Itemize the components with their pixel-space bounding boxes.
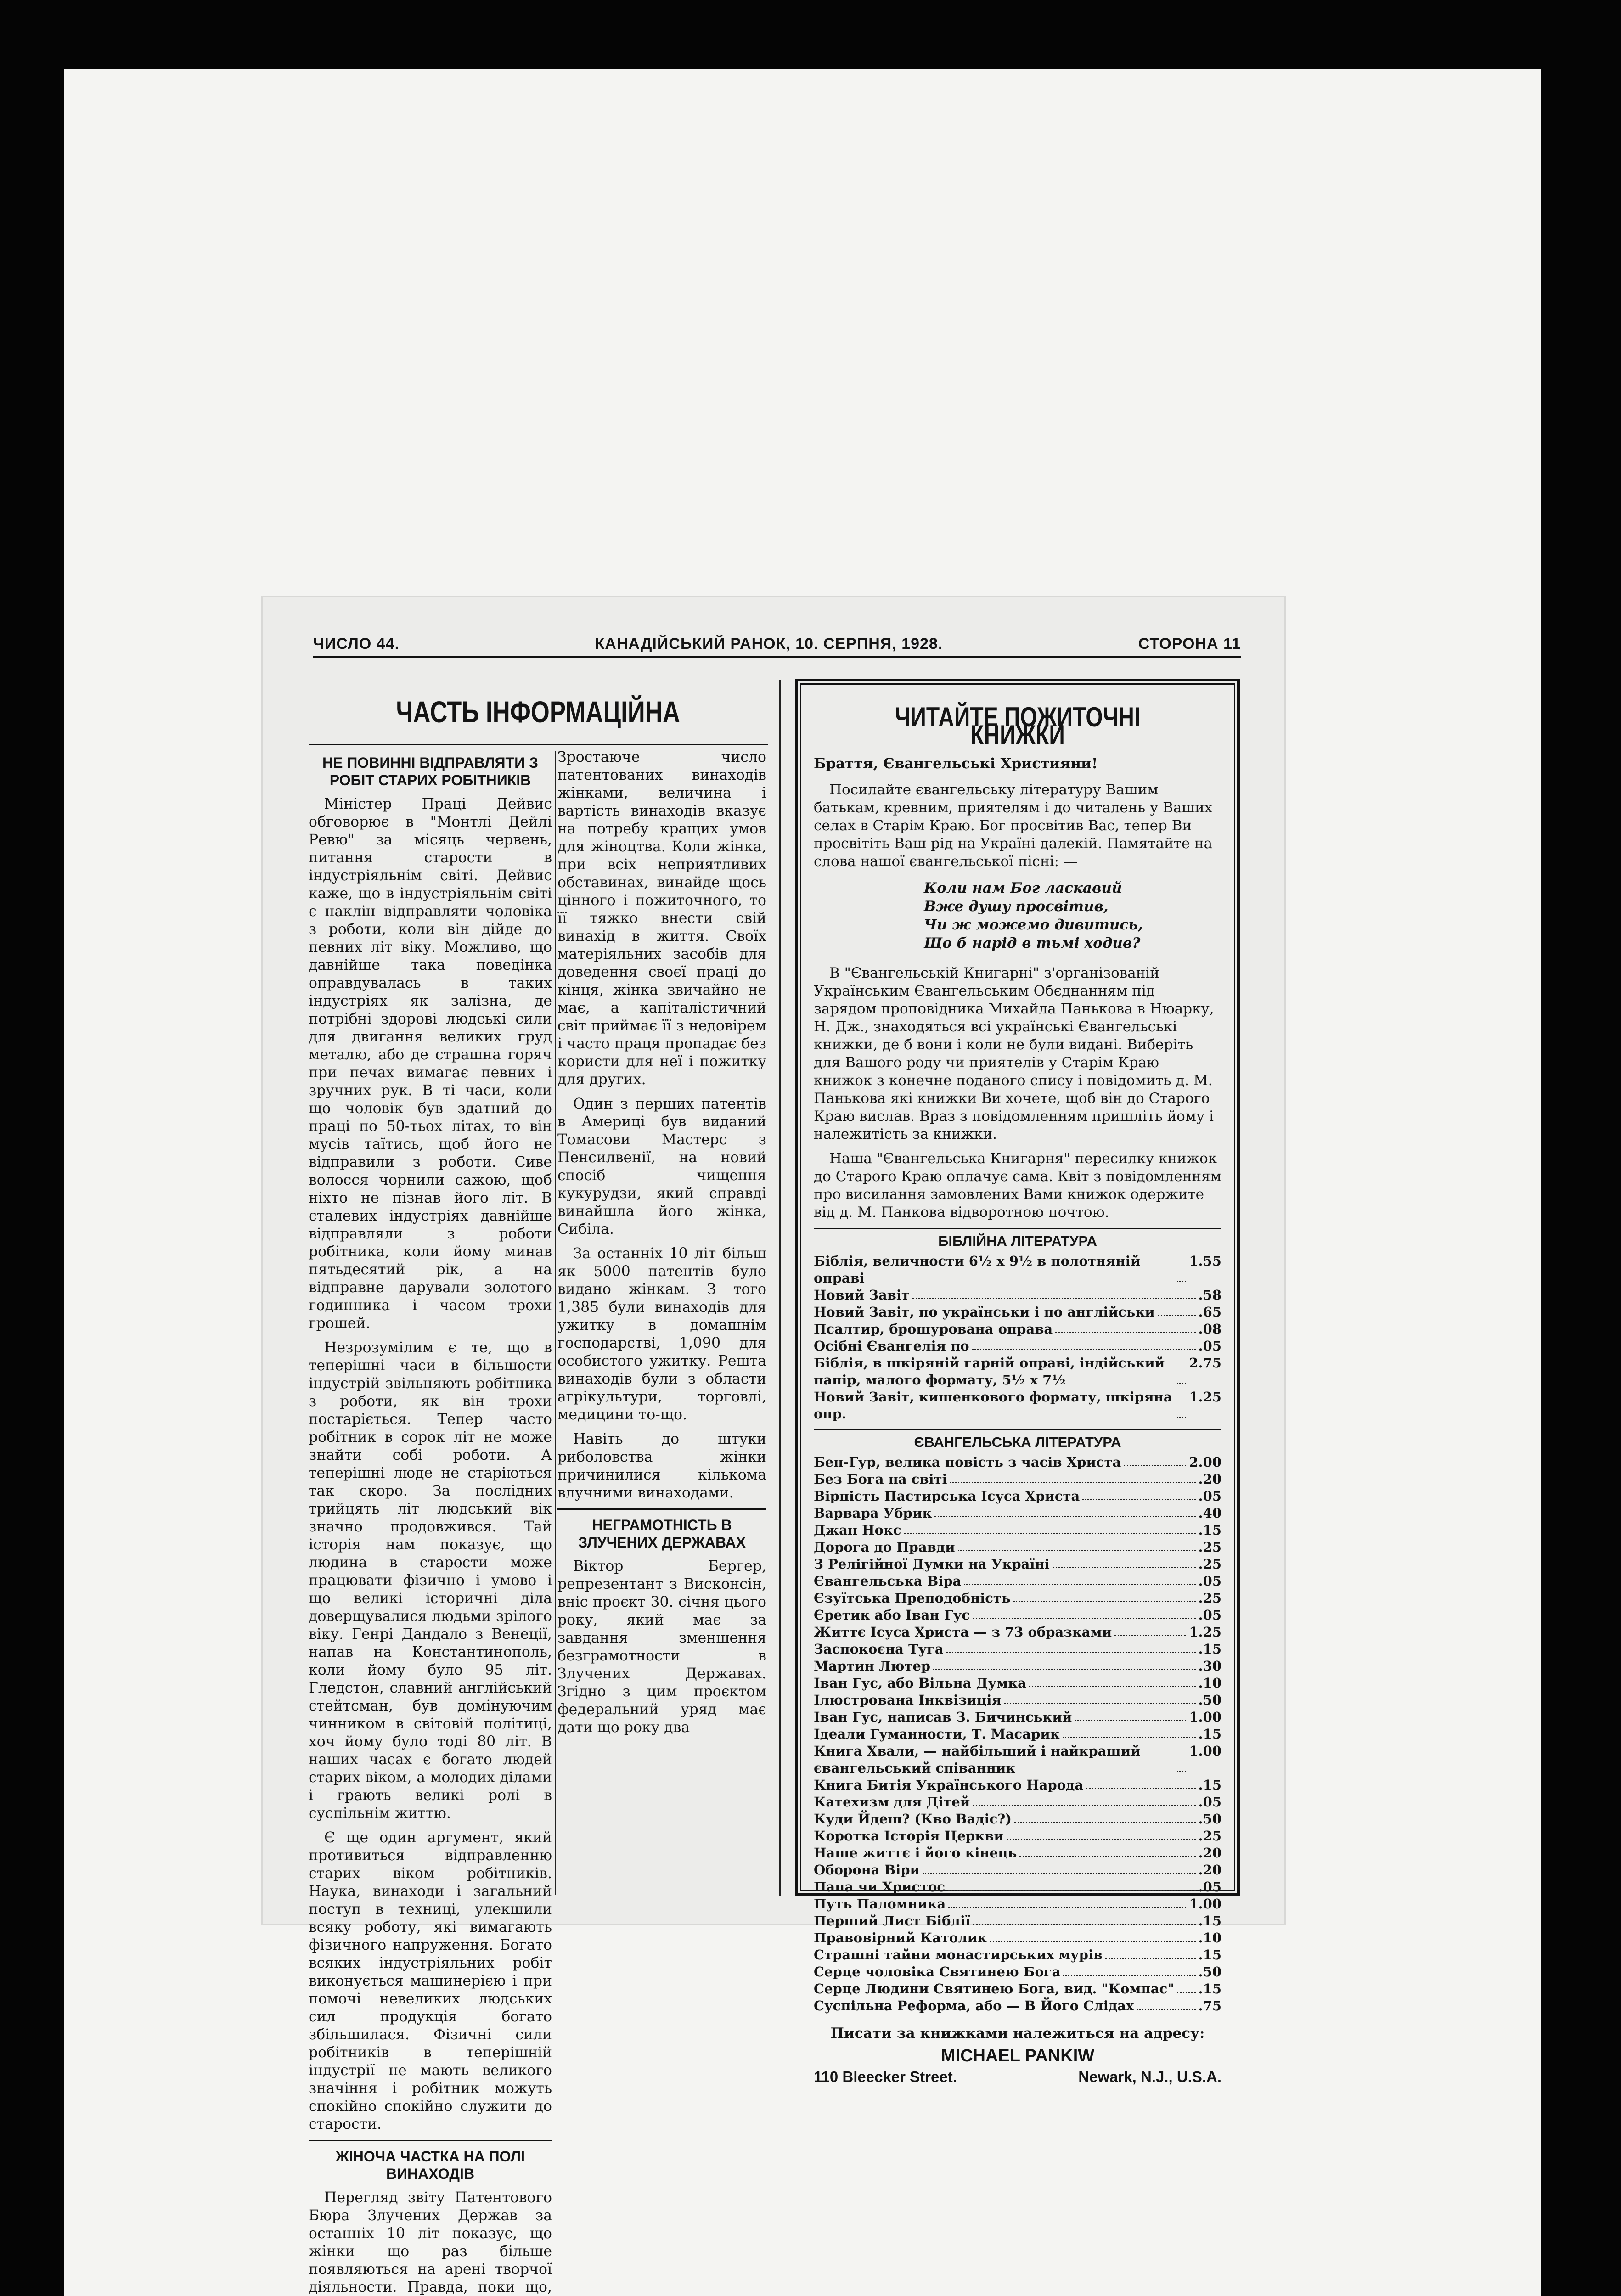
address-name: MICHAEL PANKIW: [940, 2046, 1095, 2065]
book-price: .25: [1198, 1556, 1221, 1572]
ad-title: ЧИТАЙТЕ ПОЖИТОЧНІ КНИЖКИ: [895, 702, 1141, 750]
book-price: .20: [1198, 1471, 1221, 1487]
address-intro: Писати за книжками належиться на адресу:: [830, 2025, 1205, 2042]
book-item: [814, 1607, 1221, 1624]
book-title: Суспільна Реформа, або — В Його Слідах: [814, 1998, 1134, 2014]
dot-leader: [1029, 1675, 1196, 1687]
book-title: Правовірний Католик: [814, 1930, 987, 1946]
book-item: [814, 1675, 1221, 1692]
book-title: Вірність Пастирська Ісуса Христа: [814, 1488, 1080, 1504]
book-price: 1.55: [1189, 1253, 1221, 1269]
book-price: .30: [1198, 1658, 1221, 1674]
dot-leader: [973, 1794, 1195, 1806]
section-heading-gospel: ЄВАНГЕЛЬСЬКА ЛІТЕРАТУРА: [814, 1429, 1221, 1451]
article-title: ЖІНОЧА ЧАСТКА НА ПОЛІ ВИНАХОДІВ: [335, 2148, 525, 2182]
book-item: [814, 1692, 1221, 1709]
book-title: Папа чи Христос: [814, 1879, 946, 1895]
book-item: [814, 1913, 1221, 1930]
book-item: [814, 1488, 1221, 1505]
book-title: Ідеали Гуманности, Т. Масарик: [814, 1726, 1060, 1742]
book-title: Бен-Гур, велика повість з часів Христа: [814, 1454, 1121, 1470]
dot-leader: [923, 1862, 1196, 1874]
dot-leader: [1177, 1743, 1186, 1772]
book-price: 2.75: [1189, 1355, 1221, 1371]
book-price: .05: [1198, 1879, 1221, 1895]
dot-leader: [948, 1879, 1196, 1891]
article-paragraph: За останніх 10 літ більш як 5000 патентів було видано жінкам. З того 1,385 були винаходів для ужитку в домашнім господарстві, 1,090 для особистого ужитку. Решта винаходів були з области агрікультури, торговлі, медицини то-що.: [557, 1245, 766, 1423]
book-item: [814, 1287, 1221, 1304]
address-city: Newark, N.J., U.S.A.: [1078, 2068, 1221, 2085]
book-item: [814, 1590, 1221, 1607]
book-item: [814, 1539, 1221, 1556]
article-paragraph: Є ще один аргумент, який противиться відправленню старих віком робітників. Наука, винаходи і загальний поступ в техниці, улекшили всяку роботу, які вимагають фізичного напруження. Богато всяких індустріяльних робіт виконується машинерією і при помочі невеликих людських сил продукція богато збільшилася. Фізичні сили робітників в теперішній індустрії не мають великого значіння і робітник можуть спокійно спокійно служити до старости.: [309, 1829, 552, 2133]
dot-leader: [1019, 1845, 1195, 1857]
article-paragraph: Перегляд звіту Патентового Бюра Злучених Держав за останніх 10 літ показує, що жінки що раз більше появляються на арені творчої діяльности. Правда, поки що,: [309, 2189, 552, 2296]
book-price: .15: [1198, 1777, 1221, 1793]
book-title: Псалтир, брошурована оправа: [814, 1321, 1053, 1337]
book-price: .08: [1198, 1321, 1221, 1337]
dot-leader: [912, 1287, 1196, 1299]
section-heading-bible: БІБЛІЙНА ЛІТЕРАТУРА: [814, 1228, 1221, 1250]
dot-leader: [1014, 1811, 1196, 1823]
book-item: [814, 1556, 1221, 1573]
dot-leader: [1114, 1624, 1186, 1636]
book-item: [814, 1964, 1221, 1981]
book-price: .10: [1198, 1930, 1221, 1946]
book-item: [814, 1454, 1221, 1471]
article-paragraph: Один з перших патентів в Америці був виданий Томасови Мастерс з Пенсилвенії, на новий спосіб чищення кукурудзи, який справді винайшла його жінка, Сибіла.: [557, 1096, 766, 1238]
book-title: Ілюстрована Інквізиція: [814, 1692, 1002, 1708]
book-price: .05: [1198, 1573, 1221, 1589]
book-title: Біблія, величности 6½ x 9½ в полотняній оправі: [814, 1253, 1141, 1286]
book-price: .05: [1198, 1488, 1221, 1504]
ad-intro: Посилайте євангельську літературу Вашим батькам, кревним, приятелям і до читалень у Ваших селах в Старім Краю. Бог просвітив Вас, тепер Ви просвітіть Ваш рід на Україні далекій. Памятайте на слова нашої євангельської пісні: —: [814, 782, 1213, 870]
book-title: Джан Нокс: [814, 1522, 901, 1538]
poem-line: Чи ж можемо дивитись,: [924, 917, 1143, 933]
dot-leader: [1137, 1998, 1195, 2010]
book-title: Іван Гус, написав З. Бичинський: [814, 1709, 1072, 1725]
dot-leader: [1124, 1454, 1186, 1466]
newspaper-page: [263, 597, 1284, 2296]
book-item: [814, 1658, 1221, 1675]
book-item: [814, 1573, 1221, 1590]
book-price: .15: [1198, 1641, 1221, 1657]
book-item: [814, 1522, 1221, 1539]
book-title: Іван Гус, або Вільна Думка: [814, 1675, 1026, 1691]
book-item: [814, 1641, 1221, 1658]
book-price: 1.00: [1189, 1743, 1221, 1759]
book-title: Осібні Євангелія по: [814, 1338, 969, 1354]
dot-leader: [946, 1641, 1196, 1653]
dot-leader: [973, 1607, 1196, 1619]
book-price: .58: [1198, 1287, 1221, 1303]
book-price: .25: [1198, 1539, 1221, 1555]
dot-leader: [973, 1913, 1196, 1925]
book-price: .15: [1198, 1726, 1221, 1742]
book-item: [814, 1355, 1221, 1389]
dot-leader: [950, 1471, 1196, 1483]
article-paragraph: Навіть до штуки риболовства жінки причинилися кількома влучними винаходами.: [557, 1431, 766, 1501]
dot-leader: [1063, 1964, 1195, 1976]
book-item: [814, 1777, 1221, 1794]
book-title: Біблія, в шкіряній гарній оправі, індійський папір, малого формату, 5½ x 7½: [814, 1355, 1165, 1388]
book-title: Перший Лист Біблії: [814, 1913, 970, 1929]
dot-leader: [1055, 1321, 1195, 1333]
book-title: Книга Битія Українського Народа: [814, 1777, 1084, 1793]
column-divider: [555, 751, 556, 1895]
book-title: Книга Хвали, — найбільший і найкращий євангельський співанник: [814, 1743, 1141, 1776]
book-item: [814, 1811, 1221, 1828]
dot-leader: [1075, 1709, 1186, 1721]
book-item: [814, 1321, 1221, 1338]
dot-leader: [1105, 1947, 1195, 1959]
book-price: .15: [1198, 1947, 1221, 1963]
book-item: [814, 1930, 1221, 1947]
book-title: Серце Людини Святинею Бога, вид. "Компас": [814, 1981, 1175, 1997]
book-price: .75: [1198, 1998, 1221, 2014]
book-item: [814, 1743, 1221, 1777]
dot-leader: [1082, 1488, 1195, 1500]
book-title: Єзуїтська Преподобність: [814, 1590, 1011, 1606]
dot-leader: [948, 1896, 1186, 1908]
book-title: Наше життє і його кінець: [814, 1845, 1017, 1861]
article-paragraph: Зростаюче число патентованих винаходів жінками, величина і вартість винаходів вказує на потребу кращих умов для жіноцтва. Коли жінка, при всіх неприятливих обставинах, винайде щось цінного і пожиточного, то її тяжко внести свій винахід в життя. Своїх матеріяльних засобів для доведення своєї праці до кінця, жінка звичайно не має, а капіталістичний світ приймає її з недовірем і часто праця пропадає без користи для неї і пожитку для других.: [557, 749, 766, 1088]
book-title: Страшні тайни монастирських мурів: [814, 1947, 1103, 1963]
dot-leader: [1158, 1304, 1196, 1316]
book-price: .15: [1198, 1913, 1221, 1929]
book-item: [814, 1981, 1221, 1998]
article-paragraph: Міністер Праці Дейвис обговорює в "Монтлі Дейлі Ревю" за місяць червень, питання старости в індустріяльнім світі. Дейвис каже, що в індустріяльнім світі є наклін відправляти чоловіка з роботи, коли він дійде до певних літ віку. Можливо, що давнійше така поведінка оправдувалась в таких індустріях як залізна, де потрібні здорові людські сили для двигання великих груд металю, або де страшна горяч при печах вимагає певних і зручних рук. В ті часи, коли що чоловік був здатний до праці по 50-тьох літах, то він мусів таїтись, щоб його не відправили з роботи. Сиве волосся чорнили сажою, щоб ніхто не пізнав його літ. В сталевих індустріях давнійше відправляли з роботи робітника, коли йому минав пятьдесятий рік, а на відправне дарували золотого годинника і часом трохи грошей.: [309, 796, 552, 1332]
book-item: [814, 1947, 1221, 1964]
book-item: [814, 1253, 1221, 1287]
book-item: [814, 1845, 1221, 1862]
book-price: .50: [1198, 1964, 1221, 1980]
book-title: Коротка Історія Церкви: [814, 1828, 1004, 1844]
poem-line: Вже душу просвітив,: [924, 898, 1109, 915]
book-price: .25: [1198, 1828, 1221, 1844]
article-paragraph: Віктор Бергер, репрезентант з Висконсін, вніс проєкт 30. січня цього року, який має за завдання зменшення безграмотности в Злучених Державах. Згідно з цим проєктом федеральний уряд має дати що року два: [557, 1558, 766, 1736]
book-item: [814, 1879, 1221, 1896]
book-price: .15: [1198, 1522, 1221, 1538]
book-item: [814, 1505, 1221, 1522]
dot-leader: [964, 1573, 1195, 1585]
divider: [557, 1508, 766, 1510]
article-title: НЕГРАМОТНІСТЬ В ЗЛУЧЕНИХ ДЕРЖАВАХ: [578, 1517, 746, 1551]
issue-number: ЧИСЛО 44.: [313, 635, 400, 653]
dot-leader: [958, 1539, 1196, 1551]
book-price: .05: [1198, 1794, 1221, 1810]
dot-leader: [934, 1505, 1195, 1517]
book-item: [814, 1998, 1221, 2015]
book-advertisement: [795, 679, 1240, 2085]
book-title: Серце чоловіка Святинею Бога: [814, 1964, 1061, 1980]
book-item: [814, 1794, 1221, 1811]
section-title: ЧАСТЬ ІНФОРМАЦІЙНА: [396, 695, 681, 729]
book-item: [814, 1726, 1221, 1743]
dot-leader: [1086, 1777, 1195, 1789]
dot-leader: [1063, 1726, 1196, 1738]
divider: [309, 2140, 552, 2141]
book-title: Дорога до Правди: [814, 1539, 955, 1555]
book-item: [814, 1828, 1221, 1845]
book-item: [814, 1304, 1221, 1321]
dot-leader: [1177, 1981, 1195, 1993]
book-item: [814, 1896, 1221, 1913]
dot-leader: [1177, 1355, 1186, 1384]
book-item: [814, 1709, 1221, 1726]
dot-leader: [1177, 1389, 1186, 1418]
book-price: .10: [1198, 1675, 1221, 1691]
section-title-band: [309, 680, 768, 745]
dot-leader: [1013, 1590, 1196, 1602]
book-price: 2.00: [1189, 1454, 1221, 1470]
column-divider: [779, 680, 781, 1896]
book-title: Життє Ісуса Христа — з 73 образками: [814, 1624, 1112, 1640]
book-title: Єретик або Іван Гус: [814, 1607, 970, 1623]
book-title: Заспокоєна Туга: [814, 1641, 944, 1657]
book-title: Катехизм для Дітей: [814, 1794, 970, 1810]
book-title: Мартин Лютер: [814, 1658, 931, 1674]
ad-body: В "Євангельській Книгарні" з'органiзованій Українським Євангельським Обєднанням під зарядом проповідника Михайла Панькова в Нюарку, Н. Дж., знаходяться всі українські Євангельські книжки, де б вони і коли не були видані. Виберіть для Вашого роду чи приятелів у Старім Краю книжок з конечне поданого спису і повідомить д. М. Панькова які книжки Ви хочете, щоб він до Старого Краю вислав. Враз з повідомленням пришліть йому і належитість за книжки.: [814, 965, 1214, 1142]
book-item: [814, 1862, 1221, 1879]
book-item: [814, 1338, 1221, 1355]
book-price: .05: [1198, 1607, 1221, 1623]
book-price: .50: [1198, 1692, 1221, 1708]
book-title: Новий Завіт, по українськи і по англійськи: [814, 1304, 1155, 1320]
book-price: 1.00: [1189, 1709, 1221, 1725]
book-item: [814, 1389, 1221, 1423]
book-price: .65: [1198, 1304, 1221, 1320]
book-title: Оборона Віри: [814, 1862, 920, 1878]
book-item: [814, 1471, 1221, 1488]
dot-leader: [904, 1522, 1196, 1534]
book-price: .05: [1198, 1338, 1221, 1354]
dot-leader: [972, 1338, 1196, 1350]
book-title: Путь Паломника: [814, 1896, 946, 1912]
book-price: 1.25: [1189, 1389, 1221, 1405]
address-row: [814, 2068, 1221, 2086]
masthead: КАНАДІЙСЬКИЙ РАНОК, 10. СЕРПНЯ, 1928.: [595, 635, 943, 653]
book-title: Варвара Убрик: [814, 1505, 932, 1521]
book-price: 1.00: [1189, 1896, 1221, 1912]
article-title: НЕ ПОВИННІ ВІДПРАВЛЯТИ З РОБІТ СТАРИХ РОБІТНИКІВ: [322, 754, 539, 788]
poem-line: Що б нарід в тьмі ходив?: [924, 935, 1141, 951]
dot-leader: [1177, 1253, 1186, 1282]
dot-leader: [933, 1658, 1195, 1670]
column-middle: [557, 748, 766, 1892]
page-number: СТОРОНА 11: [1138, 635, 1241, 653]
book-item: [814, 1624, 1221, 1641]
poem-line: Коли нам Бог ласкавий: [924, 880, 1122, 896]
book-title: Без Бога на світі: [814, 1471, 947, 1487]
column-left: [309, 751, 552, 2296]
book-price: .40: [1198, 1505, 1221, 1521]
dot-leader: [990, 1930, 1195, 1942]
book-price: .20: [1198, 1845, 1221, 1861]
book-price: .20: [1198, 1862, 1221, 1878]
book-title: Куди Йдеш? (Кво Вадіс?): [814, 1811, 1012, 1827]
book-price: .15: [1198, 1981, 1221, 1997]
book-price: 1.25: [1189, 1624, 1221, 1640]
address-street: 110 Bleecker Street.: [814, 2068, 957, 2085]
book-title: З Релігійної Думки на Україні: [814, 1556, 1050, 1572]
dot-leader: [1007, 1828, 1196, 1840]
gospel-book-list: [814, 1454, 1221, 2015]
page-header: [313, 633, 1241, 658]
ad-poem: [924, 879, 1221, 952]
book-title: Новий Завіт: [814, 1287, 910, 1303]
book-price: .25: [1198, 1590, 1221, 1606]
article-paragraph: Незрозумілим є те, що в теперішні часи в більшости індустрій звільняють робітника з роботи, як він трохи постаріється. Тепер часто робітник в сорок літ не може знайти собі роботи. А теперішні люде не старіються так скоро. За послідних трийцять літ людський вік значно продовжився. Тай історія нам показує, що людина в старости може працювати фізично і умово і що великі історичні діла доверщувалися людьми зрілого віку. Генрі Дандало з Венеції, напав на Константинополь, коли йому було 95 літ. Гледстон, славний англійський стейтсман, був домінуючим чинником в світовій політиці, хоч йому було тоді 80 літ. В наших часах є богато людей старих віком, а молодих ділами і грають великі ролі в суспільнім життю.: [309, 1339, 552, 1822]
book-price: .50: [1198, 1811, 1221, 1827]
dot-leader: [1053, 1556, 1196, 1568]
ad-body: Наша "Євангельська Книгарня" пересилку книжок до Старого Краю оплачує сама. Квіт з повідомленням про висилання замовлених Вами книжок одержите від д. М. Панкова відворотною почтою.: [814, 1150, 1221, 1221]
ad-greeting: Браття, Євангельські Християни!: [814, 755, 1098, 772]
dot-leader: [1004, 1692, 1196, 1704]
bible-book-list: [814, 1253, 1221, 1423]
book-title: Євангельська Віра: [814, 1573, 962, 1589]
book-title: Новий Завіт, кишенкового формату, шкіряна опр.: [814, 1389, 1172, 1422]
